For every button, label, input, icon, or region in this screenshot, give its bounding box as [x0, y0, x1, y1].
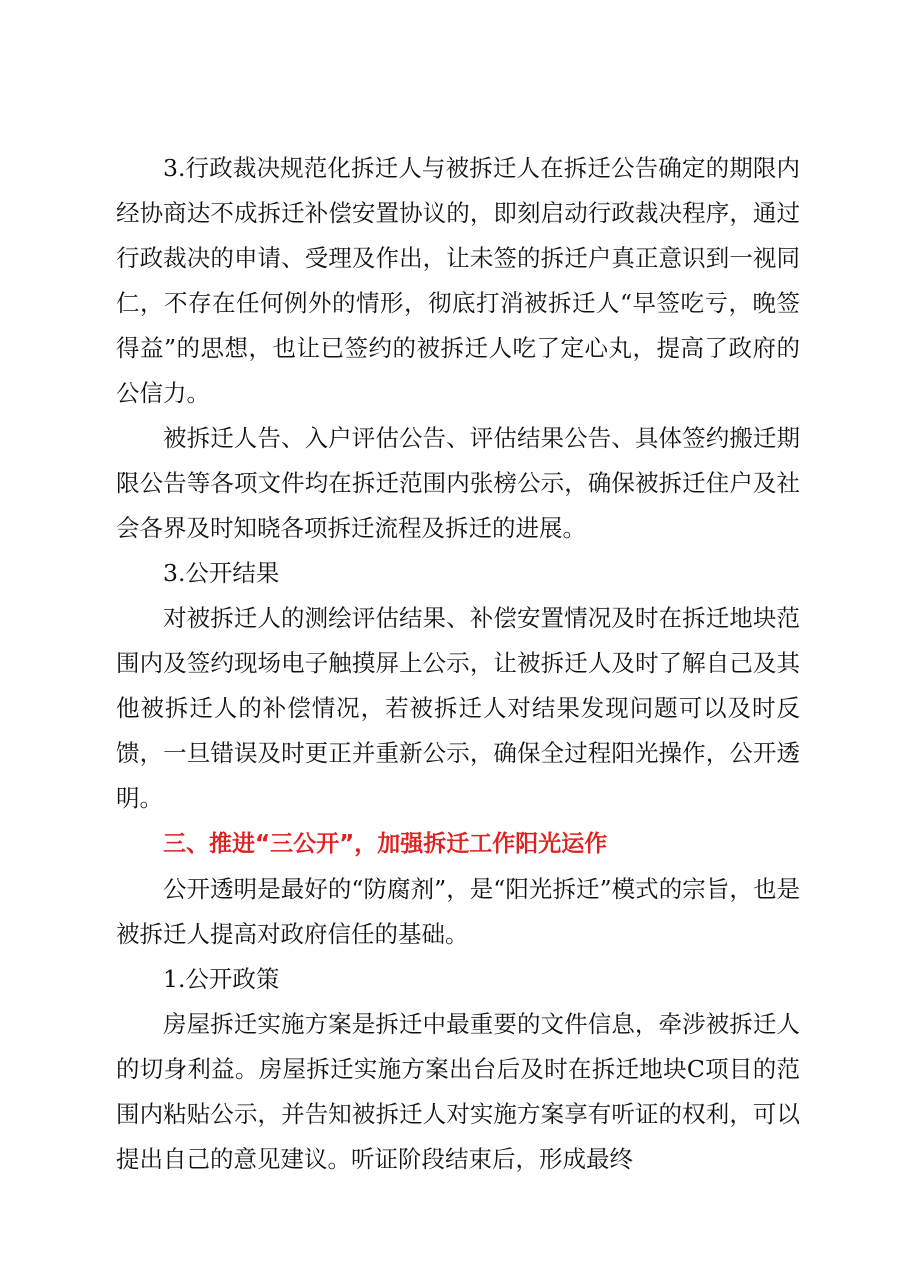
paragraph-publish-results: 对被拆迁人的测绘评估结果、补偿安置情况及时在拆迁地块范围内及签约现场电子触摸屏上公示，让被拆迁人及时了解自己及其他被拆迁人的补偿情况，若被拆迁人对结果发现问题可以及时反馈，一旦错误及时更正并重新公示，确保全过程阳光操作，公开透明。 [116, 604, 800, 812]
document-body [116, 146, 800, 1182]
paragraph-transparency: 公开透明是最好的“防腐剂”，是“阳光拆迁”模式的宗旨，也是被拆迁人提高对政府信任的基础。 [116, 875, 800, 948]
subheading-publish-policy: 1.公开政策 [163, 965, 280, 993]
subheading-publish-results: 3.公开结果 [163, 559, 280, 587]
paragraph-administrative-ruling: 3.行政裁决规范化拆迁人与被拆迁人在拆迁公告确定的期限内经协商达不成拆迁补偿安置协议的，即刻启动行政裁决程序，通过行政裁决的申请、受理及作出，让未签的拆迁户真正意识到一视同仁，不存在任何例外的情形，彻底打消被拆迁人“早签吃亏，晚签得益”的思想，也让已签约的被拆迁人吃了定心丸，提高了政府的公信力。 [116, 154, 800, 407]
paragraph-notices-posted: 被拆迁人告、入户评估公告、评估结果公告、具体签约搬迁期限公告等各项文件均在拆迁范围内张榜公示，确保被拆迁住户及社会各界及时知晓各项拆迁流程及拆迁的进展。 [116, 424, 800, 542]
paragraph-publish-policy: 房屋拆迁实施方案是拆迁中最重要的文件信息，牵涉被拆迁人的切身利益。房屋拆迁实施方案出台后及时在拆迁地块C项目的范围内粘贴公示，并告知被拆迁人对实施方案享有听证的权利，可以提出自己的意见建议。听证阶段结束后，形成最终 [116, 1010, 800, 1173]
section-heading-three-openness: 三、推进“三公开”，加强拆迁工作阳光运作 [163, 831, 608, 857]
